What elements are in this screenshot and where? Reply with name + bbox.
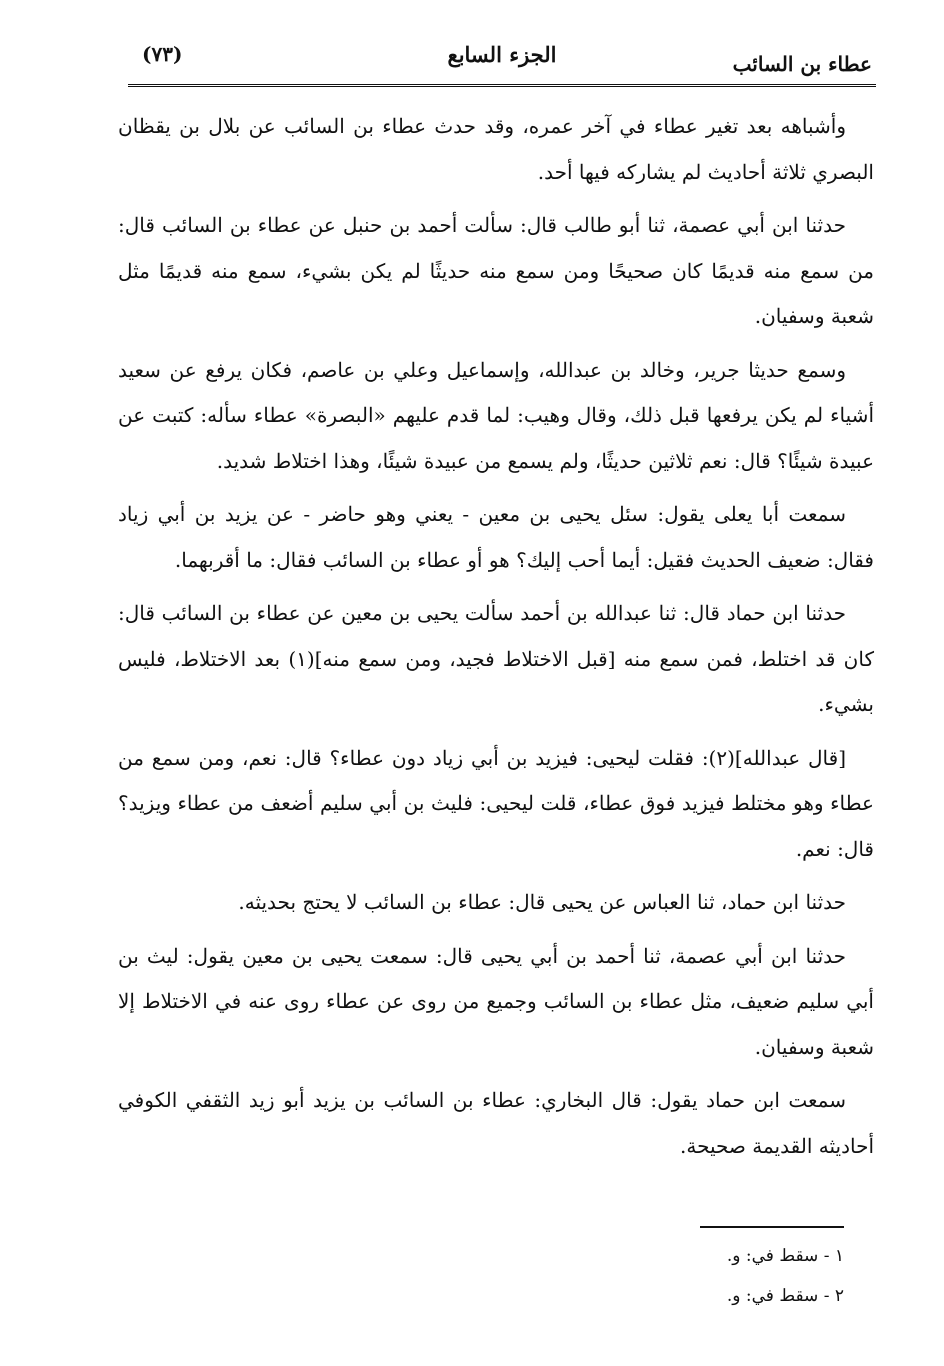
footnote: ٢ - سقط في: و. — [726, 1286, 844, 1306]
main-text — [118, 104, 874, 1177]
paragraph: حدثنا ابن أبي عصمة، ثنا أبو طالب قال: سألت أحمد بن حنبل عن عطاء بن السائب قال: من سمع منه قديمًا كان صحيحًا ومن سمع منه حديثًا لم يكن بشيء، سمع منه قديمًا مثل شعبة وسفيان. — [118, 213, 874, 328]
volume-title: الجزء السابع — [447, 42, 557, 67]
paragraph: سمعت ابن حماد يقول: قال البخاري: عطاء بن السائب بن يزيد أبو زيد الثقفي الكوفي أحاديثه القديمة صحيحة. — [118, 1088, 874, 1158]
header-rule — [128, 84, 876, 87]
page-header — [128, 34, 876, 86]
paragraph: وأشباهه بعد تغير عطاء في آخر عمره، وقد حدث عطاء بن السائب عن بلال بن يقظان البصري ثلاثة أحاديث لم يشاركه فيها أحد. — [118, 114, 874, 184]
footnote: ١ - سقط في: و. — [726, 1246, 844, 1266]
paragraph: [قال عبدالله](٢): فقلت ليحيى: فيزيد بن أبي زياد دون عطاء؟ قال: نعم، ومن سمع من عطاء وهو مختلط فيزيد فوق عطاء، قلت ليحيى: فليث بن أبي سليم أضعف من عطاء ويزيد؟ قال: نعم. — [118, 745, 874, 861]
page-number: (٧٣) — [142, 42, 183, 66]
footnotes — [500, 1236, 844, 1316]
paragraph: حدثنا ابن حماد قال: ثنا عبدالله بن أحمد سألت يحيى بن معين عن عطاء بن السائب قال: كان قد اختلط، فمن سمع منه [قبل الاختلاط فجيد، ومن سمع منه](١) بعد الاختلاط، فليس بشيء. — [118, 601, 874, 716]
paragraph: حدثنا ابن أبي عصمة، ثنا أحمد بن أبي يحيى قال: سمعت يحيى بن معين يقول: ليث بن أبي سليم ضعيف، مثل عطاء بن السائب وجميع من روى عن عطاء روى عنه في الاختلاط إلا شعبة وسفيان. — [118, 943, 874, 1059]
paragraph: سمعت أبا يعلى يقول: سئل يحيى بن معين - يعني وهو حاضر - عن يزيد بن أبي زياد فقال: ضعيف الحديث فقيل: أيما أحب إليك؟ هو أو عطاء بن السائب فقال: ما أقربهما. — [118, 502, 874, 572]
footnote-rule — [700, 1226, 844, 1228]
paragraph: وسمع حديثا جرير، وخالد بن عبدالله، وإسماعيل وعلي بن عاصم، فكان يرفع عن سعيد أشياء لم يكن يرفعها قبل ذلك، وقال وهيب: لما قدم عليهم «البصرة» عطاء سأله: كتبت عن عبيدة شيئًا؟ قال: نعم ثلاثين حديثًا، ولم يسمع من عبيدة شيئًا، وهذا اختلاط شديد. — [118, 357, 874, 473]
paragraph: حدثنا ابن حماد، ثنا العباس عن يحيى قال: عطاء بن السائب لا يحتج بحديثه. — [238, 890, 846, 914]
running-title: عطاء بن السائب — [732, 52, 872, 76]
